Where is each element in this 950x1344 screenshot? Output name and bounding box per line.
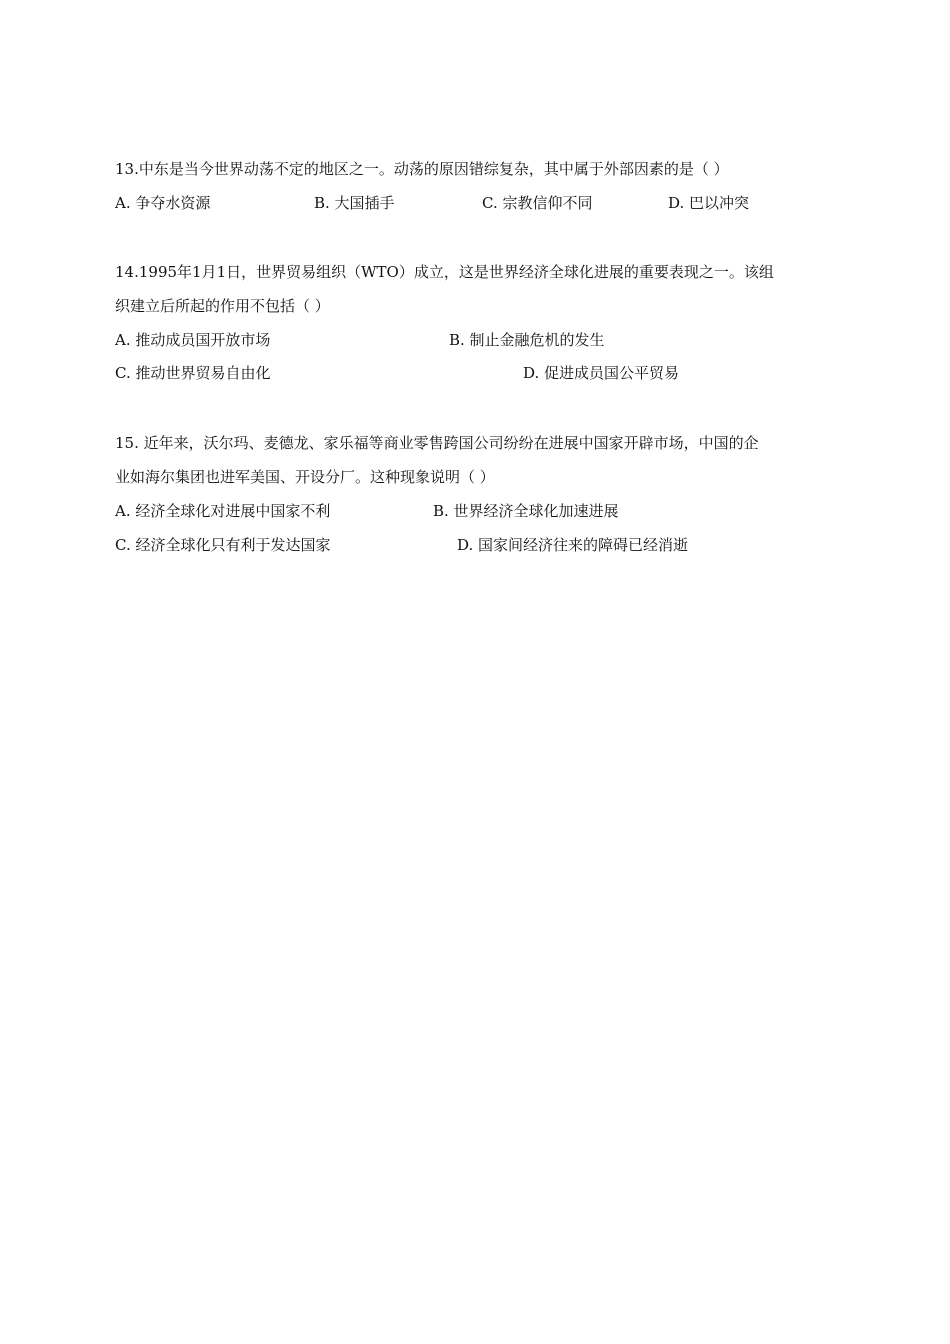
question-14-stem-line-2: 织建立后所起的作用不包括（ ） (115, 297, 330, 315)
question-15-option-d: D. 国家间经济往来的障碍已经消逝 (457, 536, 689, 554)
question-14-option-d: D. 促进成员国公平贸易 (523, 364, 680, 382)
question-14-option-a: A. 推动成员国开放市场 (115, 331, 271, 349)
question-14-option-b: B. 制止金融危机的发生 (449, 331, 605, 349)
question-15-stem-line-2: 业如海尔集团也进军美国、开设分厂。这种现象说明（ ） (115, 468, 495, 486)
question-14-stem-line-1: 14.1995年1月1日，世界贸易组织（WTO）成立，这是世界经济全球化进展的重要表现之一。该组 (115, 263, 774, 281)
question-13-option-d: D. 巴以冲突 (668, 194, 750, 212)
question-15-option-a: A. 经济全球化对进展中国家不利 (115, 502, 331, 520)
question-13-stem: 13.中东是当今世界动荡不定的地区之一。动荡的原因错综复杂，其中属于外部因素的是（ ） (115, 160, 729, 178)
question-15-option-b: B. 世界经济全球化加速进展 (433, 502, 619, 520)
question-13-option-c: C. 宗教信仰不同 (482, 194, 593, 212)
question-14-option-c: C. 推动世界贸易自由化 (115, 364, 271, 382)
question-13-option-a: A. 争夺水资源 (115, 194, 211, 212)
question-15-stem-line-1: 15. 近年来，沃尔玛、麦德龙、家乐福等商业零售跨国公司纷纷在进展中国家开辟市场，中国的企 (115, 434, 759, 452)
question-13-option-b: B. 大国插手 (314, 194, 395, 212)
question-15-option-c: C. 经济全球化只有利于发达国家 (115, 536, 331, 554)
